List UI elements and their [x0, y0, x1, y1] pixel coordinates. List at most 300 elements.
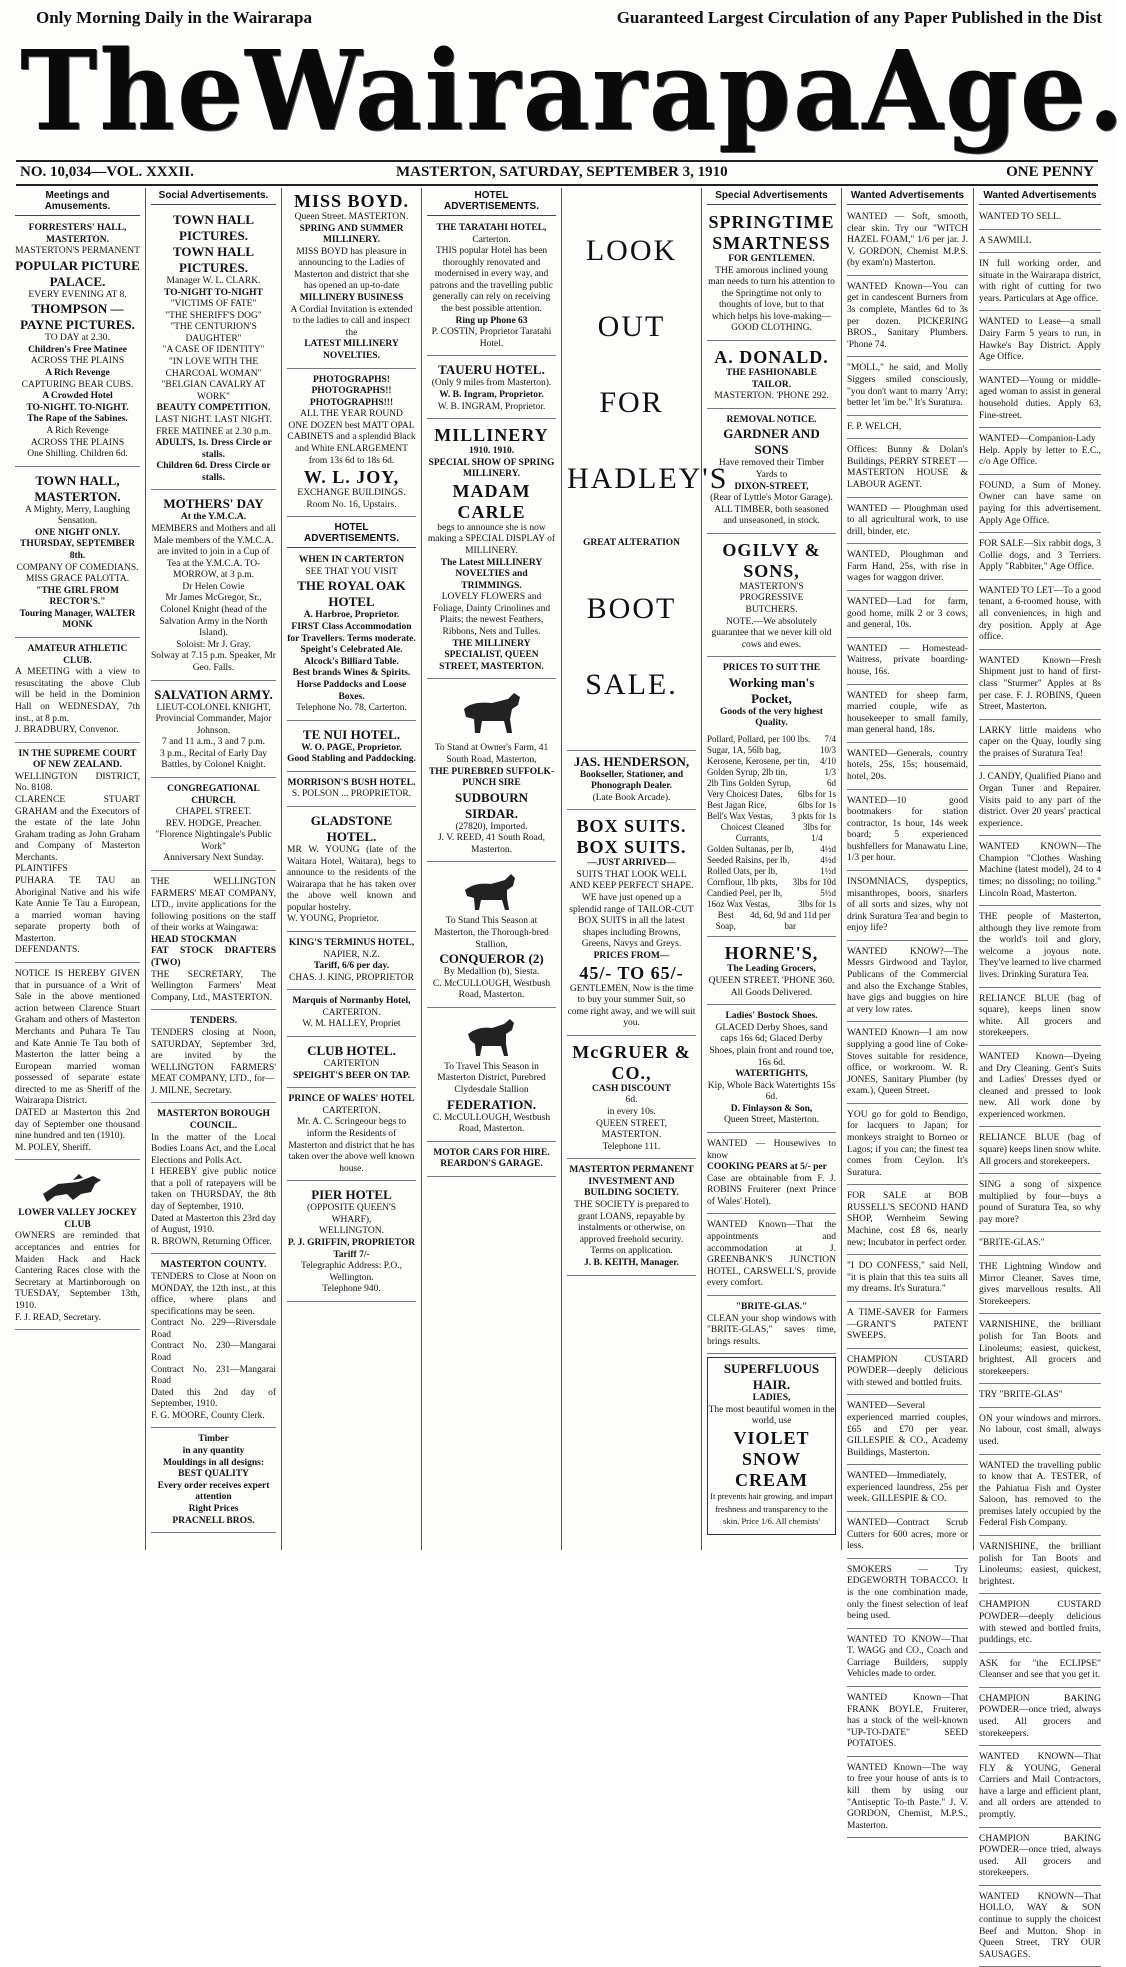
hotel-header: HOTEL ADVERTISEMENTS. — [287, 520, 416, 548]
wanted-ad: YOU go for gold to Bendigo, for lacquers to Japan; for monkeys straight to Borneo or Lagos; if you can; the finest tea comes from Ceylon. It's Suratura. — [847, 1107, 968, 1185]
column-social — [146, 188, 282, 1550]
ad-line: D. Finlayson & Son, — [730, 1103, 813, 1114]
ad-line: "IN LOVE WITH THE CHARCOAL WOMAN" — [165, 357, 262, 379]
ad-line: Have removed their Timber Yards to — [718, 458, 825, 480]
column-meetings — [10, 188, 146, 1550]
column-header: Wanted Advertisements — [847, 188, 968, 205]
ad-line: SPECIAL SHOW OF SPRING MILLINERY. — [428, 457, 555, 480]
ad-title: PRINCE OF WALES' HOTEL — [288, 1094, 415, 1105]
ad-line: (Rear of Lyttle's Motor Garage). — [710, 493, 833, 504]
wanted-ad: WANTED—Immediately, experienced laundress, 25s per week. GILLESPIE & CO. — [847, 1468, 968, 1512]
ad-title: VIOLET — [733, 1427, 810, 1448]
wanted-ad: A SAWMILL — [979, 233, 1101, 254]
wanted-ad: IN full working order, and situate in the Wairarapa district, with right of cutting for two years. Particulars at Age office. — [979, 256, 1101, 311]
column-header: Wanted Advertisements — [979, 188, 1101, 205]
wanted-ad: RELIANCE BLUE (bag of square) keeps linen snow white. All grocers and storekeepers. — [979, 1130, 1101, 1174]
ad-title: SALVATION ARMY. — [154, 686, 273, 702]
stallion-icon — [457, 872, 527, 912]
ad-line: The most beautiful women in the world, use — [708, 1404, 835, 1427]
price-row — [707, 778, 836, 789]
hornes-grocers-ad — [707, 940, 836, 1005]
wanted-ad: "MOLL," he said, and Molly Siggers smiled consciously, "you don't want to marry 'Arry; better let 'im be." It's Suratura. — [847, 360, 968, 415]
ad-line: GREAT ALTERATION — [582, 538, 681, 548]
ad-title: TOWN HALL PICTURES. — [172, 244, 255, 275]
price-value: 10/3 — [819, 745, 836, 755]
ad-line: Contract No. 231—Mangarai Road — [151, 1364, 276, 1387]
column-wanted-2 — [974, 188, 1106, 1960]
ad-line: SPEIGHT'S BEER ON TAP. — [292, 1070, 411, 1081]
dateline — [16, 160, 1098, 186]
ad-line: A Rich Revenge — [45, 368, 110, 379]
ad-line: Good Stabling and Paddocking. — [287, 754, 416, 765]
ad-line: THE WELLINGTON FARMERS' MEAT COMPANY, LTD., invite applications for the following positions on the staff of their works at Waingawa: — [151, 877, 276, 934]
ad-line: C. McCULLOUGH, Westbush Road, Masterton. — [432, 1112, 551, 1135]
royal-oak-hotel-ad — [287, 552, 416, 720]
ad-line: FAT STOCK DRAFTERS (TWO) — [151, 946, 276, 969]
ad-line: Dr Helen Cowie — [182, 581, 245, 592]
ad-line: MILLINERY BUSINESS — [299, 293, 404, 304]
wanted-ad: WANTED—Young or middle-aged woman to assist in general household duties. Apply 63, Fine-street. — [979, 373, 1101, 428]
ad-line: BEST QUALITY — [178, 1469, 249, 1480]
ad-line: QUEEN STREET, MASTERTON. — [595, 1118, 668, 1141]
wanted-ad: CHAMPION BAKING POWDER—once tried, always used. All grocers and storekeepers. — [979, 1831, 1101, 1886]
ad-line: DATED at Masterton this 2nd day of September one thousand nine hundred and ten (1910). — [15, 1108, 140, 1142]
wanted-ad: WANTED TO SELL. — [979, 209, 1101, 230]
ad-line: NOTICE IS HEREBY GIVEN that in pursuance of a Writ of Sale in the above mentioned action between Clarence Stuart Graham and others of Masterton Merchants and Puhara Te Tau and Kate Annie Te Tau both of Masterton the latter being a European married woman possessed of separate estate directed to me as Sheriff of the Wairarapa District. — [15, 969, 140, 1107]
ad-line: Telephone 111. — [602, 1141, 661, 1152]
ad-line: Solway at 7.15 p.m. Speaker, Mr Geo. Falls. — [151, 651, 276, 673]
column-header: HOTEL ADVERTISEMENTS. — [427, 188, 556, 216]
ad-title: SUDBOURN SIRDAR. — [455, 789, 528, 821]
ad-line: A Cordial Invitation is extended to the ladies to call and inspect the — [290, 304, 413, 338]
wanted-ad: Offices: Bunny & Dolan's Buildings, PERRY STREET — MASTERTON HOUSE & LABOUR AGENT. — [847, 442, 968, 497]
wanted-ad: WANTED KNOWN—That FLY & YOUNG, General Carriers and Mail Contractors, have a large and efficient plant, and all orders are attended to promptly. — [979, 1749, 1101, 1827]
tenders-ad — [151, 1013, 276, 1103]
price-value: 3 pkts for 1s — [791, 810, 836, 821]
wanted-ad: F. P. WELCH, — [847, 419, 968, 440]
ad-line: F. G. MOORE, County Clerk. — [151, 1410, 265, 1421]
jockey-club-ad — [15, 1163, 140, 1330]
ad-title: TOWN HALL PICTURES. — [172, 212, 255, 243]
ad-line: DIXON-STREET, — [734, 481, 809, 492]
wanted-ad: THE people of Masterton, although they live remote from the world's toil and glory, welcome a joyous note. They've learned to live charmed lives. Drinking Suratura Tea. — [979, 909, 1101, 987]
ad-line: S. POLSON ... PROPRIETOR. — [291, 789, 412, 800]
ad-line: CASH DISCOUNT — [592, 1083, 671, 1094]
price-item: Seeded Raisins, per lb, — [707, 854, 790, 865]
federation-stallion-ad — [427, 1011, 556, 1142]
ad-title: McGRUER & CO., — [572, 1041, 691, 1083]
photographs-ad — [287, 372, 416, 518]
ad-title: CONQUEROR (2) — [439, 951, 544, 967]
ad-title: "BRITE-GLAS." — [735, 1301, 808, 1312]
ad-title: TOWN HALL, MASTERTON. — [34, 472, 121, 504]
ad-title: MASTERTON PERMANENT INVESTMENT AND BUILDING SOCIETY. — [569, 1165, 694, 1199]
ad-line: W. M. HALLEY, Propriet — [302, 1019, 401, 1030]
price-value: 7/4 — [824, 734, 836, 745]
ad-line: Tariff 7/- — [333, 1249, 370, 1260]
ad-line: Contract No. 230—Mangarai Road — [151, 1341, 276, 1363]
ad-line: A MEETING with a view to resuscitating the above Club will be held in the Dominion Hall on WEDNESDAY, 7th inst., at 8 p.m. — [15, 667, 140, 724]
ad-line: CARTERTON — [323, 1059, 380, 1070]
wanted-ad: WANTED — Ploughman used to all agricultural work, to use drill, binder, etc. — [847, 501, 968, 545]
ad-title: HORNE'S, — [724, 943, 819, 964]
ad-line: GENTLEMEN, Now is the time to buy your summer Suit, so come right away, and we will suit you. — [567, 983, 696, 1029]
ad-line: DEFENDANTS. — [15, 945, 80, 956]
wanted-ad: WANTED, Ploughman and Farm Hand, 25s, with rise in wages for waggon driver. — [847, 547, 968, 591]
ad-line: Contract No. 229—Riversdale Road — [151, 1318, 276, 1340]
ad-title: SPRINGTIME — [708, 212, 835, 232]
ad-word: LOOK — [585, 234, 678, 267]
building-society-ad — [567, 1162, 696, 1275]
wanted-list — [847, 209, 968, 1838]
ad-line: BUTCHERS. — [745, 604, 798, 615]
ad-title: TE NUI HOTEL. — [302, 726, 401, 742]
ad-line: MR W. YOUNG (late of the Waitara Hotel, Waitara), begs to announce to the residents of the Wairarapa that he has taken over the above well known and popular hostelry. — [287, 844, 416, 913]
ad-line: SPRING AND SUMMER MILLINERY. — [299, 223, 404, 246]
ad-line: WHEN IN CARTERTON — [298, 555, 405, 566]
price-value: 3lbs for 1/4 — [803, 821, 831, 843]
ad-title: SNOW — [741, 1448, 801, 1469]
ad-title: MISS BOYD. — [293, 191, 410, 211]
ad-title: MASTERTON BOROUGH COUNCIL. — [157, 1109, 270, 1131]
masthead-word-wairarapa: Wairarapa — [245, 25, 863, 155]
ad-line: ONE DOZEN best MATT OPAL CABINETS and a splendid Black and White ENLARGEMENT from 13s 6d to 18s 6d. — [287, 420, 416, 466]
ad-line: "VICTIMS OF FATE" — [170, 299, 257, 310]
ad-line: CHAS. J. KING, PROPRIETOR — [289, 972, 414, 983]
racehorse-icon — [33, 1170, 123, 1204]
ad-line: HEAD STOCKMAN — [151, 934, 237, 945]
price-item: Golden Sultanas, per lb, — [707, 843, 794, 854]
ad-title: BOX SUITS. — [576, 837, 687, 858]
hadleys-sale-ad — [567, 234, 729, 751]
ad-line: Right Prices — [188, 1503, 239, 1514]
normanby-hotel-ad — [287, 993, 416, 1037]
price-item: Golden Syrup, 2lb tin, — [707, 766, 788, 777]
ad-line: The Latest MILLINERY NOVELTIES and TRIMMINGS. — [440, 557, 543, 591]
price-item: Very Choicest Dates, — [707, 788, 783, 799]
ad-line: (Only 9 miles from Masterton). — [431, 378, 552, 389]
ad-line: J. B. KEITH, Manager. — [584, 1257, 679, 1268]
bostock-shoes-ad — [707, 1008, 836, 1133]
ad-line: PRICES TO SUIT THE — [722, 663, 821, 674]
ad-title: CONGREGATIONAL CHURCH. — [167, 783, 260, 806]
masthead-word-the: The — [20, 25, 246, 155]
ad-line: PHOTOGRAPHS! PHOTOGRAPHS!! PHOTOGRAPHS!!! — [309, 374, 394, 408]
ad-line: LADIES, — [752, 1393, 791, 1404]
price-row — [707, 910, 836, 932]
ad-line: TO DAY at 2.30. — [45, 333, 110, 344]
ad-title: MASTERTON COUNTY. — [160, 1260, 267, 1271]
ad-word: FOR — [599, 386, 664, 419]
ad-line: TO-NIGHT. TO-NIGHT. — [26, 402, 129, 413]
ad-line: Telegraphic Address: P.O., Wellington. — [301, 1261, 402, 1283]
wanted-ad: THE Lightning Window and Mirror Cleaner. Saves time, gives marvellous results. All Storekeepers. — [979, 1259, 1101, 1314]
ad-line: ACROSS THE PLAINS — [30, 356, 125, 367]
ad-line: COOKING PEARS at 5/- per — [707, 1162, 827, 1173]
ad-line: Goods of the very highest Quality. — [720, 706, 823, 729]
ad-line: Best brands Wines & Spirits. — [292, 668, 411, 679]
ad-line: Room No. 16, Upstairs. — [306, 499, 397, 510]
wanted-ad: WANTED the travelling public to know that A. TESTER, of the Pahiatua Fish and Oyster Saloon, has removed to the premises lately occupied by the Federal Fish Company. — [979, 1458, 1101, 1536]
ad-title: Working man's Pocket, — [728, 674, 815, 706]
ad-title: MOTOR CARS FOR HIRE. — [433, 1147, 550, 1158]
ad-line: W. O. PAGE, Proprietor. — [301, 742, 402, 753]
congregational-church-ad — [151, 781, 276, 871]
ad-line: CARTERTON. — [322, 1007, 381, 1018]
ad-line: The Leading Grocers, — [727, 964, 816, 975]
ad-title: W. L. JOY, — [303, 467, 400, 488]
sheriff-sale-notice — [15, 966, 140, 1160]
ad-line: THURSDAY, SEPTEMBER 8th. — [20, 539, 135, 561]
ad-line: "THE SHERIFF'S DOG" — [165, 310, 262, 321]
ad-line: It prevents hair growing, and impart freshness and transparency to the skin. Price 1/6. All chemists' — [710, 1490, 833, 1527]
price-row — [707, 789, 836, 800]
kings-terminus-hotel-ad — [287, 935, 416, 990]
taueru-hotel-ad — [427, 359, 556, 419]
ad-line: J. V. REED, 41 South Road, Masterton. — [437, 833, 546, 855]
removal-notice-ad — [707, 412, 836, 534]
ad-line: W. YOUNG, Proprietor. — [287, 914, 379, 925]
ad-title: 45/- TO 65/- — [579, 962, 684, 983]
wanted-ad: WANTED — Soft, smooth, clear skin. Try our "WITCH HAZEL FOAM," 1/6 per jar. J. V. GORDON, Chemist M.P.S. (by exam'n) Masterton. — [847, 209, 968, 276]
supreme-court-notice — [15, 746, 140, 963]
ad-line: EXCHANGE BUILDINGS. — [297, 488, 406, 499]
wanted-ad: J. CANDY, Qualified Piano and Organ Tuner and Repairer. Visits paid to any part of the district. Over 20 years' practical experience. — [979, 769, 1101, 836]
price-row — [707, 800, 836, 811]
wanted-ad: WANTED Known—Dyeing and Dry Cleaning. Gent's Suits and Ladies' Dresses dyed or cleaned and pressed to look new. All work done by experienced workmen. — [979, 1049, 1101, 1127]
ad-line: P. J. GRIFFIN, PROPRIETOR — [287, 1238, 416, 1248]
ad-line: "BELGIAN CAVALRY AT WORK" — [161, 380, 266, 402]
ad-line: PLAINTIFFS — [15, 864, 68, 875]
price-item: Kerosene, Kerosene, per tin, — [707, 755, 810, 766]
wanted-ad: RELIANCE BLUE (bag of square), keeps linen snow white. All grocers and storekeepers. — [979, 991, 1101, 1046]
henderson-bookseller-ad — [567, 751, 696, 811]
junction-hotel-ad — [707, 1217, 836, 1295]
price-value: 4/10 — [819, 755, 836, 766]
ad-line: in any quantity — [182, 1446, 245, 1457]
masthead — [20, 25, 1126, 155]
ad-line: WE have just opened up a splendid range of TAILOR-CUT BOX SUITS in all the latest shapes including Browns, Greens, Navys and Greys. — [569, 893, 694, 950]
ad-line: ALL THE YEAR ROUND — [300, 409, 403, 420]
price-value: 1½d — [820, 865, 836, 876]
ad-line: Touring Manager, WALTER MONK — [19, 608, 136, 631]
ad-word: OUT — [597, 310, 666, 343]
ad-line: Children 6d. Dress Circle or stalls. — [156, 461, 271, 483]
ad-line: C. McCULLOUGH, Westbush Road, Masterton. — [432, 978, 551, 1001]
price-row — [707, 767, 836, 778]
ad-line: One Shilling. Children 6d. — [27, 449, 128, 460]
ad-line: LIEUT-COLONEL KNIGHT, Provincial Commander, Major Johnson. — [155, 702, 272, 736]
ad-title: KING'S TERMINUS HOTEL, — [288, 938, 415, 949]
ad-line: WANTED — Housewives to know — [707, 1138, 836, 1161]
ad-line: SUITS THAT LOOK WELL AND KEEP PERFECT SHAPE. — [569, 869, 694, 892]
price-item: 16oz Wax Vestas, — [707, 898, 771, 909]
wanted-ad: "BRITE-GLAS." — [979, 1235, 1101, 1256]
ad-line: In the matter of the Local Bodies Loans Act, and the Local Elections and Polls Act. — [151, 1132, 276, 1166]
ad-line: Children's Free Matinee — [28, 344, 127, 355]
te-nui-hotel-ad — [287, 724, 416, 772]
ad-title: CLUB HOTEL. — [307, 1043, 396, 1059]
ad-line: NOTE.—We absolutely guarantee that we never kill old cows and ewes. — [711, 616, 832, 650]
wanted-ad: VARNISHINE, the brilliant polish for Tan Boots and Linoleums; easiest, quickest, brightest. — [979, 1539, 1101, 1594]
ad-word: BOOT — [586, 591, 677, 625]
ad-line: MEMBERS and Mothers and all Male members of the Y.M.C.A. are invited to join in a Cup of Tea at the Y.M.C.A. TO-MORROW, at 3 p.m. — [151, 523, 276, 581]
prince-of-wales-hotel-ad — [287, 1091, 416, 1181]
ad-title: Marquis of Normanby Hotel, — [292, 996, 411, 1007]
wanted-ad: VARNISHINE, the brilliant polish for Tan Boots and Linoleums; easiest, quickest, brightest. All grocers and storekeepers. — [979, 1317, 1101, 1384]
ad-line: MASTERTON'S PERMANENT — [15, 246, 140, 257]
masterton-county-notice — [151, 1257, 276, 1428]
ad-line: Speight's Celebrated Ale. — [300, 645, 403, 656]
ad-line: "THE GIRL FROM RECTOR'S." — [36, 585, 119, 608]
ad-title: GLADSTONE HOTEL. — [310, 812, 393, 844]
ad-line: W. B. Ingram, Proprietor. — [439, 389, 544, 400]
price-value: 6lbs for 1s — [798, 799, 836, 810]
wanted-ad: "I DO CONFESS," said Nell, "it is plain that this tea suits all my dreams. It's Suratura." — [847, 1258, 968, 1302]
wanted-ad: WANTED TO KNOW—That T. WAGG and CO., Coach and Carriage Builders, supply Vehicles made to order. — [847, 1632, 968, 1687]
ad-line: FREE MATINEE at 2.30 p.m. — [156, 426, 271, 437]
ad-line: NAPIER, N.Z. — [323, 949, 380, 960]
superfluous-hair-ad — [707, 1357, 836, 1534]
price-row — [707, 899, 836, 910]
price-item: Candied Peel, per lb, — [707, 887, 783, 898]
ad-title: THE ROYAL OAK HOTEL — [297, 578, 406, 610]
price-item: Best Jagan Rice, — [707, 799, 767, 810]
gladstone-hotel-ad — [287, 810, 416, 932]
mothers-day-ad — [151, 493, 276, 680]
conqueror-stallion-ad — [427, 865, 556, 1007]
wanted-ad: CHAMPION BAKING POWDER—once tried, always used. All grocers and storekeepers. — [979, 1691, 1101, 1746]
ad-title: POPULAR PICTURE PALACE. — [15, 257, 140, 289]
price-row — [707, 822, 836, 844]
price-value: 6d — [827, 777, 836, 788]
ad-line: M. POLEY, Sheriff. — [15, 1142, 91, 1153]
ad-line: begs to announce she is now making a SPECIAL DISPLAY of MILLINERY. — [427, 522, 556, 556]
ad-line: P. COSTIN, Proprietor Taratahi Hotel. — [431, 327, 552, 349]
ad-title: FEDERATION. — [447, 1096, 536, 1112]
price-value: 6lbs for 1s — [798, 788, 836, 799]
price-value: 3lbs for 1s — [798, 898, 836, 909]
ad-line: Telephone 940. — [322, 1284, 381, 1295]
ad-line: ADULTS, 1s. Dress Circle or stalls. — [155, 438, 272, 460]
column-header: Special Advertisements — [707, 188, 836, 205]
ad-line: THE SOCIETY is prepared to grant LOANS, repayable by instalments or otherwise, on approved freehold security. Terms on application. — [574, 1200, 689, 1257]
ad-line: —JUST ARRIVED— — [587, 858, 676, 869]
ad-line: Timber — [198, 1434, 229, 1445]
ad-line: R. BROWN, Returning Officer. — [151, 1236, 272, 1247]
ad-line: Case are obtainable from F. J. ROBINS Fruiterer (next Prince of Wales' Hotel). — [707, 1173, 836, 1207]
ad-title: MORRISON'S BUSH HOTEL. — [287, 777, 416, 788]
price-row — [707, 745, 836, 756]
wanted-ad: ON your windows and mirrors. No labour, cost small, always used. — [979, 1411, 1101, 1455]
wanted-ad: CHAMPION CUSTARD POWDER—deeply delicious with stewed and bottled fruits, puddings, etc. — [979, 1597, 1101, 1652]
club-hotel-ad — [287, 1040, 416, 1088]
price-value: 4d, 6d, 9d and 11d per bar — [750, 909, 831, 931]
wanted-ad: WANTED Known—That FRANK BOYLE, Fruiterer, has a stock of the well-known "UP-TO-DATE" SEED POTATOES. — [847, 1690, 968, 1757]
ad-line: 6d. — [625, 1095, 638, 1106]
ad-line: SEE THAT YOU VISIT — [305, 566, 398, 577]
price-item: Best Soap, — [715, 909, 736, 931]
ad-line: (27820), Imported. — [455, 821, 528, 832]
ad-line: 7 and 11 a.m., 3 and 7 p.m. — [161, 737, 266, 748]
price-item: Pollard, Pollard, per 100 lbs. — [707, 734, 811, 745]
price-row — [707, 844, 836, 855]
ad-line: FOR GENTLEMEN. — [728, 254, 815, 264]
ad-line: THIS popular Hotel has been thoroughly renovated and modernised in every way, and patrons and the travelling public generally can rely on receiving the best possible attention. — [430, 246, 553, 315]
miss-boyd-ad — [287, 188, 416, 369]
wanted-ad: FOR SALE at BOB RUSSELL'S SECOND HAND SHOP, Wernheim Sewing Machine, cost £8 6s, nearly new; Incubator in perfect order. — [847, 1188, 968, 1255]
ad-line: PRICES FROM— — [593, 950, 670, 961]
ad-line: THE MILLINERY SPECIALIST, QUEEN STREET, MASTERTON. — [439, 638, 544, 672]
wanted-ad: WANTED Known—Fresh Shipment just to hand of first-class "Sturmer" Apples at 8s per case. F. J. ROBINS, Queen Street, Masterton. — [979, 653, 1101, 720]
wanted-ad: WANTED to Lease—a small Dairy Farm 5 years to run, in Hawke's Bay District. Apply Age Office. — [979, 314, 1101, 369]
wanted-ad: LARKY little maidens who caper on the Quay, loudly sing the praises of Suratura Tea! — [979, 723, 1101, 767]
ad-title: LOWER VALLEY JOCKEY CLUB — [18, 1208, 137, 1230]
ad-word: HADLEY'S — [567, 462, 729, 495]
wanted-ad: WANTED TO LET—To a good tenant, a 6-roomed house, with all conveniences, in high and dry position. Apply at Age office. — [979, 583, 1101, 650]
ad-line: FORRESTERS' HALL, MASTERTON. — [28, 223, 127, 245]
ad-line: CLARENCE STUART GRAHAM and the Executors of the estate of the late John Graham trading as John Graham and Company of Masterton Merchants. — [15, 794, 140, 863]
ad-title: SUPERFLUOUS HAIR. — [723, 1361, 820, 1393]
ad-line: The Rape of the Sabines. — [27, 414, 128, 425]
ad-title: AMATEUR ATHLETIC CLUB. — [27, 644, 128, 666]
ad-line: COMPANY OF COMEDIANS. — [16, 562, 139, 573]
ad-line: WATERTIGHTS, — [735, 1069, 808, 1080]
ad-line: Dated at Masterton this 23rd day of August, 1910. — [151, 1213, 276, 1236]
meat-company-ad — [151, 874, 276, 1010]
ad-line: BEAUTY COMPETITION. — [156, 403, 271, 414]
ad-line: Soloist: Mr J. Gray. — [176, 639, 251, 650]
ad-line: LAST NIGHT. LAST NIGHT. — [155, 414, 272, 425]
ad-line: Carterton. — [472, 234, 511, 245]
ad-line: Ring up Phone 63 — [455, 315, 528, 326]
ad-line: By Medallion (b), Siesta. — [443, 967, 540, 978]
ad-line: Bookseller, Stationer, and Phonograph Dealer. — [579, 769, 684, 792]
ad-line: QUEEN STREET. 'PHONE 360. — [708, 976, 835, 987]
ad-line: Dated this 2nd day of September, 1910. — [151, 1387, 276, 1410]
clydesdale-icon — [462, 1018, 522, 1058]
top-right-tagline: Guaranteed Largest Circulation of any Paper Published in the Dist — [616, 8, 1102, 27]
price-item: Sugar, 1A, 56lb bag, — [707, 745, 782, 755]
ad-line: ALL TIMBER, both seasoned and unseasoned, in stock. — [714, 504, 829, 527]
ad-line: ACROSS THE PLAINS — [30, 437, 125, 448]
ad-line: CHAPEL STREET. — [175, 807, 252, 818]
ad-line: REV. HODGE, Preacher. — [165, 818, 262, 829]
ad-line: PRACNELL BROS. — [172, 1515, 255, 1526]
columns — [10, 188, 1106, 1960]
ad-line: LATEST MILLINERY NOVELTIES. — [304, 339, 399, 361]
ad-line: A. Harbroe, Proprietor. — [303, 610, 400, 621]
ad-line: in every 10s. — [607, 1106, 656, 1117]
ad-line: J. MILNE, Secretary. — [151, 1085, 232, 1096]
ad-line: Tariff, 6/6 per day. — [313, 961, 390, 972]
price-item: 2lb Tins Golden Syrup, — [707, 777, 792, 788]
ad-line: Mr James McGregor, Sr., — [165, 593, 262, 604]
ad-line: ONE NIGHT ONLY. — [35, 527, 120, 538]
ad-line: (Late Book Arcade). — [592, 792, 671, 803]
wanted-ad: WANTED—Generals, country hotels, 25s, 15s; housemaid, hotel, 20s. — [847, 746, 968, 790]
wanted-ad: FOR SALE—Six rabbit dogs, 3 Collie dogs, and 3 Terriers. Apply "Rabbiter," Age Office. — [979, 536, 1101, 580]
ad-line: TENDERS to Close at Noon on MONDAY, the 12th inst., at this office, where plans and specifications may be seen. — [151, 1271, 276, 1317]
price-list — [707, 734, 836, 931]
wanted-ad: INSOMNIACS, dyspeptics, misanthropes, boors, snarlers of all sorts and sizes, why not drink Suratura Tea and begin to enjoy life? — [847, 874, 968, 941]
wanted-ad: SMOKERS — Try EDGEWORTH TOBACCO. It is the one combination made, only the finest selection of leaf being used. — [847, 1562, 968, 1629]
wanted-ad: WANTED — Homestead-Waitress, private boarding-house, 16s. — [847, 641, 968, 685]
ad-title: JAS. HENDERSON, — [573, 753, 690, 769]
wanted-ad: A TIME-SAVER for Farmers—GRANT'S PATENT SWEEPS. — [847, 1305, 968, 1349]
wanted-ad: WANTED KNOWN—That HOLLO, WAY & SON continue to supply the choicest Beef and Mutton. Shop in Queen Street, TRY OUR SAUSAGES. — [979, 1889, 1101, 1967]
column-millinery-hotels — [282, 188, 422, 1550]
